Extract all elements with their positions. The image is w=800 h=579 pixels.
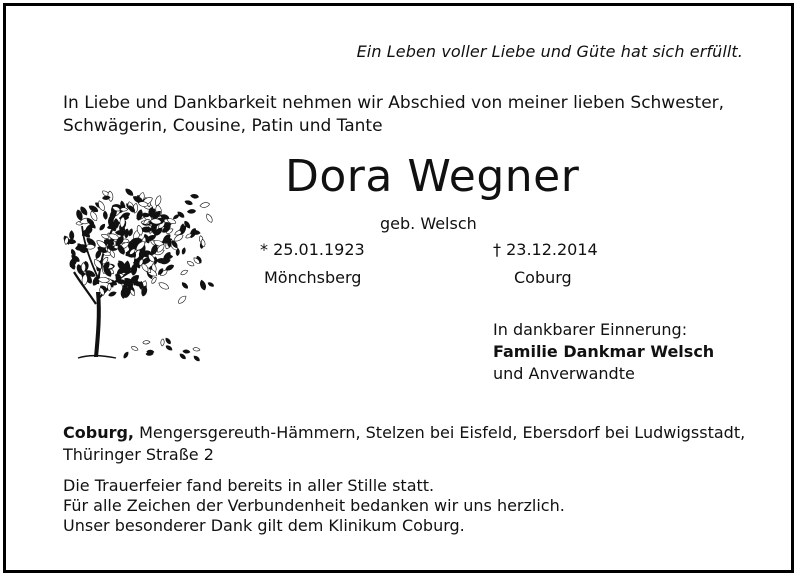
- leaf-mark: [160, 339, 164, 347]
- intro-text: In Liebe und Dankbarkeit nehmen wir Abschied von meiner lieben Schwester, Schwägerin, Cousine, Patin und Tante: [63, 93, 725, 136]
- leaf-mark: [103, 211, 108, 220]
- deceased-name: Dora Wegner: [285, 151, 580, 202]
- closing-line-1: Die Trauerfeier fand bereits in aller Stille statt.: [63, 476, 435, 495]
- leaf-mark: [193, 347, 201, 352]
- leaf-mark: [115, 230, 125, 235]
- leaf-mark: [70, 248, 76, 256]
- leaf-mark: [179, 353, 187, 360]
- leaf-mark: [124, 187, 134, 197]
- leaf-mark: [186, 260, 195, 267]
- death-place: Coburg: [514, 268, 572, 287]
- leaf-mark: [108, 291, 117, 297]
- leaf-mark: [165, 344, 173, 351]
- leaf-mark: [181, 281, 189, 289]
- mourners-intro: In dankbarer Einnerung:: [493, 320, 688, 339]
- leaf-mark: [123, 351, 130, 359]
- leaf-mark: [177, 294, 188, 304]
- tree-with-falling-leaves-icon: [54, 174, 222, 364]
- leaf-mark: [69, 231, 74, 240]
- birth-name: geb. Welsch: [380, 214, 477, 233]
- closing-line-3: Unser besonderer Dank gilt dem Klinikum Coburg.: [63, 516, 465, 535]
- leaf-mark: [193, 355, 201, 362]
- leaf-mark: [183, 349, 191, 353]
- leaf-mark: [99, 223, 107, 231]
- leaf-mark: [207, 281, 214, 287]
- leaf-mark: [190, 194, 199, 199]
- leaf-mark: [143, 340, 150, 344]
- leaf-mark: [184, 200, 193, 206]
- motto-line: Ein Leben voller Liebe und Güte hat sich erfüllt.: [356, 42, 743, 61]
- leaf-mark: [180, 269, 189, 276]
- mourners-others: und Anverwandte: [493, 364, 635, 383]
- leaf-mark: [199, 202, 210, 208]
- birth-place: Mönchsberg: [264, 268, 362, 287]
- closing-text: [63, 476, 763, 536]
- leaf-mark: [181, 247, 186, 254]
- places-line: [63, 422, 763, 466]
- leaf-mark: [154, 195, 163, 207]
- mourners-family: Familie Dankmar Welsch: [493, 342, 715, 361]
- obituary-notice: [3, 3, 794, 573]
- closing-line-2: Für alle Zeichen der Verbundenheit bedanken wir uns herzlich.: [63, 496, 565, 515]
- places-rest: Mengersgereuth-Hämmern, Stelzen bei Eisfeld, Ebersdorf bei Ludwigsstadt, Thüringer Straße 2: [63, 423, 746, 464]
- leaf-mark: [131, 345, 139, 351]
- places-main: Coburg,: [63, 423, 134, 442]
- leaf-mark: [165, 337, 172, 345]
- mourners-block: [493, 319, 714, 385]
- leaf-mark: [205, 213, 213, 224]
- leaf-mark: [199, 279, 207, 290]
- leaf-mark: [187, 209, 196, 214]
- death-date: † 23.12.2014: [493, 240, 598, 259]
- birth-date: * 25.01.1923: [260, 240, 365, 259]
- leaf-mark: [128, 228, 134, 236]
- leaf-mark: [158, 281, 170, 291]
